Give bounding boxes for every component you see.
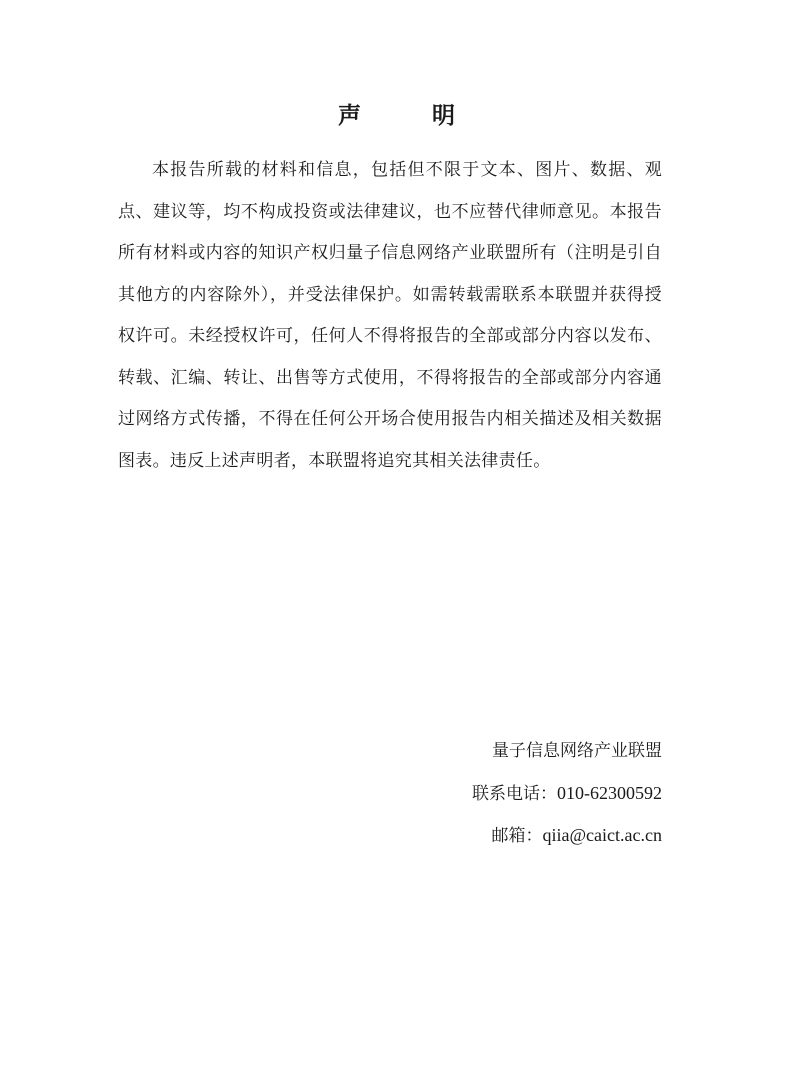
organization-name: 量子信息网络产业联盟 — [492, 741, 662, 761]
page-title: 声 明 — [338, 102, 479, 129]
phone-label: 联系电话： — [472, 784, 557, 804]
phone-number: 010-62300592 — [557, 783, 662, 803]
contact-phone — [380, 780, 662, 807]
statement-paragraph: 本报告所载的材料和信息，包括但不限于文本、图片、数据、观点、建议等，均不构成投资或法律建议，也不应替代律师意见。本报告所有材料或内容的知识产权归量子信息网络产业联盟所有（注明是引自其他方的内容除外），并受法律保护。如需转载需联系本联盟并获得授权许可。未经授权许可，任何人不得将报告的全部或部分内容以发布、转载、汇编、转让、出售等方式使用，不得将报告的全部或部分内容通过网络方式传播，不得在任何公开场合使用报告内相关描述及相关数据图表。违反上述声明者，本联盟将追究其相关法律责任。 — [118, 160, 662, 471]
contact-email — [380, 822, 662, 849]
email-address: qiia@caict.ac.cn — [542, 825, 662, 845]
email-label: 邮箱： — [491, 826, 543, 846]
